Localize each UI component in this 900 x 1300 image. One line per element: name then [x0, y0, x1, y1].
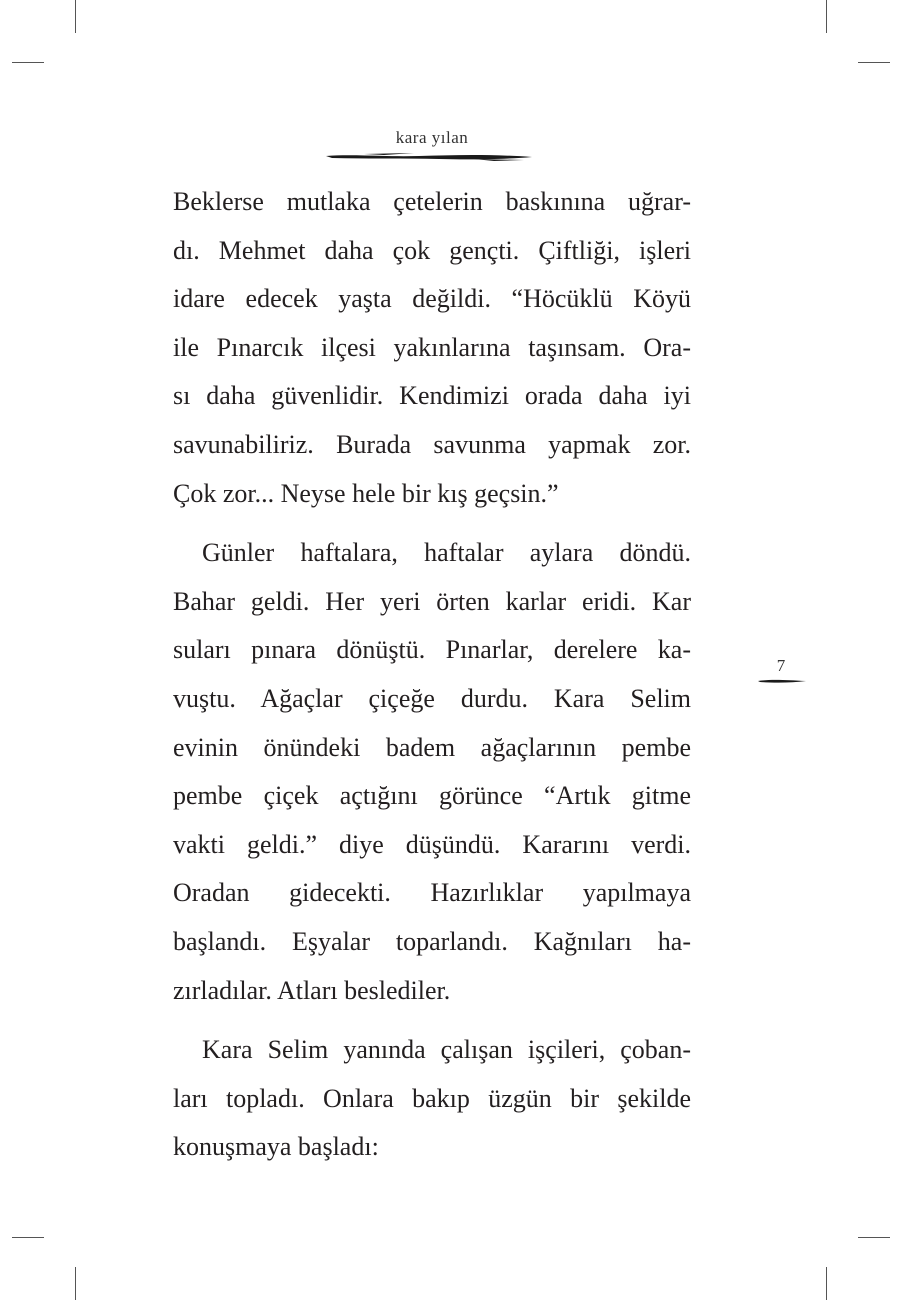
text-line: savunabiliriz. Burada savunma yapmak zor.: [173, 429, 691, 459]
paragraph: [173, 178, 691, 518]
crop-mark: [826, 0, 827, 33]
text-line: konuşmaya başladı:: [173, 1132, 379, 1162]
text-line: Beklerse mutlaka çetelerin baskınına uğrar-: [173, 187, 691, 216]
text-line: Çok zor... Neyse hele bir kış geçsin.”: [173, 478, 559, 508]
text-line: sı daha güvenlidir. Kendimizi orada daha iyi: [173, 381, 691, 411]
page-body: [173, 178, 691, 1172]
brush-stroke-rule: [324, 150, 536, 164]
crop-mark: [75, 0, 76, 33]
crop-mark: [826, 1267, 827, 1300]
crop-mark: [12, 1237, 44, 1238]
text-line: Oradan gidecekti. Hazırlıklar yapılmaya: [173, 878, 691, 908]
text-line: evinin önündeki badem ağaçlarının pembe: [173, 732, 691, 762]
text-line: Günler haftalara, haftalar aylara döndü.: [202, 538, 691, 568]
page-number-rule: [756, 676, 808, 686]
text-line: dı. Mehmet daha çok gençti. Çiftliği, işleri: [173, 235, 691, 265]
text-line: suları pınara dönüştü. Pınarlar, derelere ka-: [173, 635, 691, 665]
crop-mark: [858, 1237, 890, 1238]
paragraph-gap: [173, 1015, 691, 1026]
text-line: ile Pınarcık ilçesi yakınlarına taşınsam. Ora-: [173, 332, 691, 362]
text-line: Bahar geldi. Her yeri örten karlar eridi. Kar: [173, 586, 691, 616]
text-line: başlandı. Eşyalar toparlandı. Kağnıları ha-: [173, 926, 691, 956]
crop-mark: [12, 62, 44, 63]
running-head: kara yılan: [395, 128, 469, 147]
text-line: ları topladı. Onlara bakıp üzgün bir şekilde: [173, 1083, 691, 1113]
paragraph: [173, 1015, 691, 1172]
paragraph-gap: [173, 518, 691, 529]
text-line: vakti geldi.” diye düşündü. Kararını verdi.: [173, 829, 691, 859]
paragraph: [173, 518, 691, 1015]
text-line: idare edecek yaşta değildi. “Höcüklü Köyü: [173, 284, 691, 314]
text-line: zırladılar. Atları beslediler.: [173, 975, 451, 1005]
page-number: 7: [776, 656, 786, 675]
crop-mark: [858, 62, 890, 63]
text-line: pembe çiçek açtığını görünce “Artık gitme: [173, 781, 691, 811]
crop-mark: [75, 1267, 76, 1300]
text-line: vuştu. Ağaçlar çiçeğe durdu. Kara Selim: [173, 683, 691, 713]
text-line: Kara Selim yanında çalışan işçileri, çoban-: [202, 1035, 691, 1065]
